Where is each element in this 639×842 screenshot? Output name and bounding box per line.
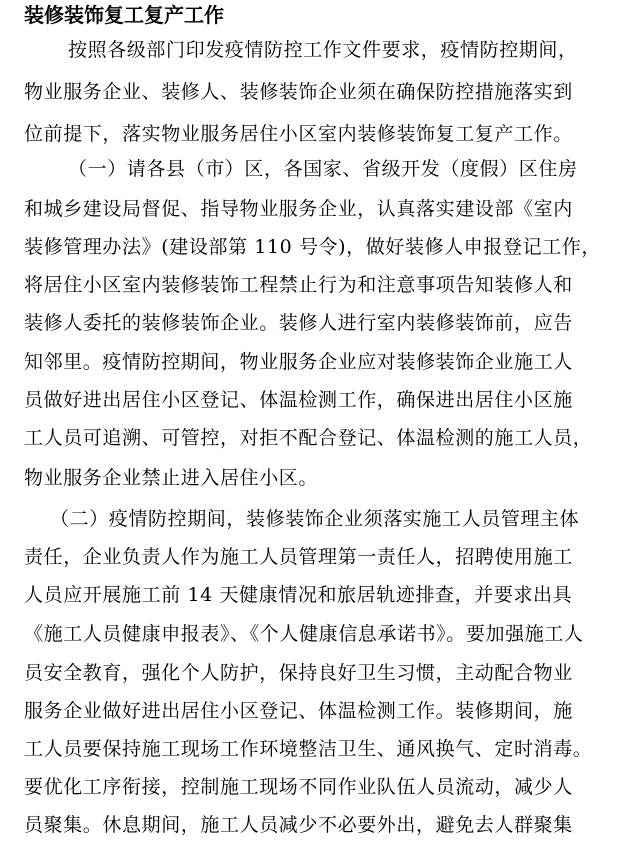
paragraph-3-line-4: 《施工人员健康申报表》、《个人健康信息承诺书》。要加强施工人 [24,623,584,645]
paragraph-3-line-6: 服务企业做好进出居住小区登记、体温检测工作。装修期间，施 [24,700,573,722]
section-heading: 装修装饰复工复产工作 [24,3,224,27]
paragraph-2-line-5: 装修人委托的装修装饰企业。装修人进行室内装修装饰前，应告 [24,312,573,334]
paragraph-1-line-2: 物业服务企业、装修人、装修装饰企业须在确保防控措施落实到 [24,81,573,103]
paragraph-2-line-9: 物业服务企业禁止进入居住小区。 [24,467,319,489]
paragraph-2-line-1: （一）请各县（市）区，各国家、省级开发（度假）区住房 [68,158,578,180]
paragraph-3-line-9: 员聚集。休息期间，施工人员减少不必要外出，避免去人群聚集 [24,814,573,836]
paragraph-1-line-3: 位前提下，落实物业服务居住小区室内装修装饰复工复产工作。 [24,123,573,145]
paragraph-3-line-7: 工人员要保持施工现场工作环境整洁卫生、通风换气、定时消毒。 [24,738,593,760]
paragraph-2-line-3: 装修管理办法》(建设部第 110 号令)，做好装修人申报登记工作， [24,236,601,258]
paragraph-3-line-5: 员安全教育，强化个人防护，保持良好卫生习惯，主动配合物业 [24,662,573,684]
paragraph-1-line-1: 按照各级部门印发疫情防控工作文件要求，疫情防控期间， [68,39,578,61]
paragraph-2-line-4: 将居住小区室内装修装饰工程禁止行为和注意事项告知装修人和 [24,274,573,296]
paragraph-3-line-2: 责任，企业负责人作为施工人员管理第一责任人，招聘使用施工 [24,546,573,568]
paragraph-2-line-2: 和城乡建设局督促、指导物业服务企业，认真落实建设部《室内 [24,198,573,220]
paragraph-3-line-3: 人员应开展施工前 14 天健康情况和旅居轨迹排查，并要求出具 [24,584,573,606]
paragraph-3-line-1: （二）疫情防控期间，装修装饰企业须落实施工人员管理主体 [50,508,580,530]
paragraph-2-line-8: 工人员可追溯、可管控，对拒不配合登记、体温检测的施工人员， [24,427,593,449]
paragraph-3-line-8: 要优化工序衔接，控制施工现场不同作业队伍人员流动，减少人 [24,776,573,798]
paragraph-2-line-7: 员做好进出居住小区登记、体温检测工作，确保进出居住小区施 [24,389,573,411]
paragraph-2-line-6: 知邻里。疫情防控期间，物业服务企业应对装修装饰企业施工人 [24,351,573,373]
